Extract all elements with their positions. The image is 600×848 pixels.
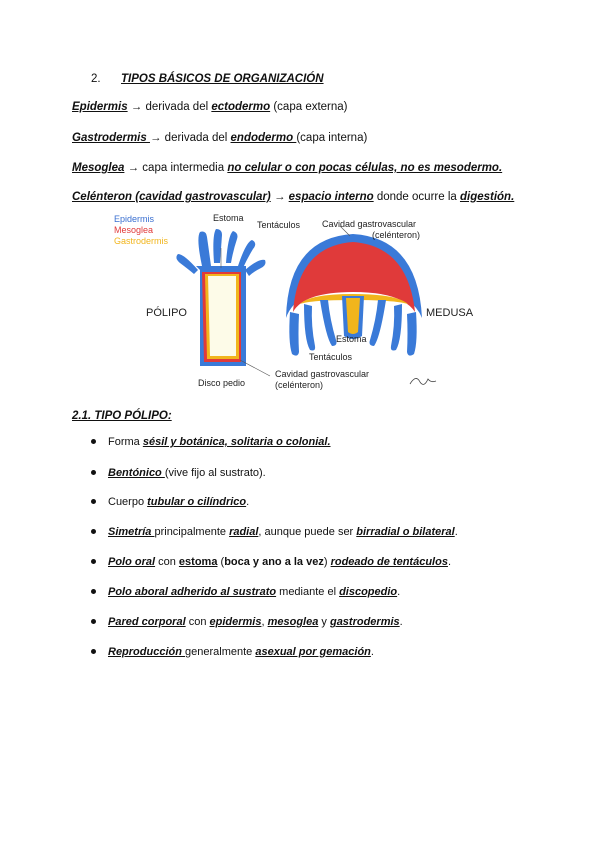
bullet-dot-icon <box>91 529 96 534</box>
bullet-dot-icon <box>91 499 96 504</box>
label-tentaculos-top: Tentáculos <box>257 220 301 230</box>
bullet-text: principalmente <box>154 526 230 538</box>
label-cavidad-bottom-1: Cavidad gastrovascular <box>275 369 370 379</box>
term-emph: endodermo <box>230 132 297 144</box>
signature-mark <box>410 378 436 384</box>
bullet-text: gastrodermis <box>329 616 400 628</box>
label-medusa: MEDUSA <box>426 307 474 319</box>
bullet-text: Polo aboral adherido al sustrato <box>108 586 277 598</box>
bullet-text: radial <box>229 526 259 538</box>
bullet-text: Polo oral <box>108 556 156 568</box>
bullet-text: Reproducción <box>108 646 186 658</box>
bullet-text: mediante el <box>276 586 340 598</box>
bullet-text: Simetría <box>108 526 155 538</box>
bullet-text: ( <box>217 556 225 568</box>
term: Gastrodermis <box>72 132 150 144</box>
bullet-dot-icon <box>91 470 96 475</box>
term: Mesoglea <box>72 162 125 174</box>
term-emph: ectodermo <box>211 101 271 113</box>
bullet-item <box>91 496 249 508</box>
definition-celenteron <box>72 191 514 203</box>
bullet-text: birradial o bilateral <box>356 526 455 538</box>
bullet-text: Bentónico <box>108 467 165 479</box>
label-cavidad-top-1: Cavidad gastrovascular <box>322 219 417 229</box>
bullet-text: con <box>185 616 210 628</box>
bullet-text: sésil y botánica, solitaria o colonial. <box>142 436 331 448</box>
term-emph: no celular o con pocas células, no es mesodermo. <box>227 162 503 174</box>
bullet-text: (vive fijo al sustrato). <box>164 467 266 479</box>
term-emph: espacio interno <box>288 191 374 203</box>
definition-mesoglea <box>72 162 502 174</box>
bullet-text: rodeado de tentáculos <box>330 556 448 568</box>
bullet-text: . <box>246 496 250 508</box>
bullet-item <box>91 556 451 568</box>
definition-gastrodermis <box>72 132 367 144</box>
bullet-text: mesoglea <box>267 616 319 628</box>
text: → derivada del <box>149 132 231 144</box>
bullet-text: . <box>454 526 458 538</box>
legend-epidermis: Epidermis <box>114 214 155 224</box>
term: Celénteron (cavidad gastrovascular) <box>72 191 271 203</box>
label-disco-pedio: Disco pedio <box>198 378 246 388</box>
bullet-text: Pared corporal <box>108 616 186 628</box>
text: → capa intermedia <box>124 162 228 174</box>
text: (capa interna) <box>296 132 368 144</box>
bullet-text: . <box>370 646 374 658</box>
bullet-text: . <box>447 556 451 568</box>
bullet-text: . <box>399 616 403 628</box>
bullet-dot-icon <box>91 589 96 594</box>
bullet-text: . <box>397 586 401 598</box>
polyp-drawing <box>176 229 265 366</box>
bullet-text: generalmente <box>185 646 256 658</box>
bullet-text: tubular o cilíndrico <box>147 496 247 508</box>
bullet-item <box>91 436 331 448</box>
bullet-item <box>91 526 458 538</box>
bullet-text: epidermis <box>209 616 262 628</box>
bullet-dot-icon <box>91 649 96 654</box>
bullet-item <box>91 616 403 628</box>
label-tentaculos-bottom: Tentáculos <box>309 352 353 362</box>
label-cavidad-top-2: (celénteron) <box>372 230 421 240</box>
bullet-item <box>91 646 374 658</box>
heading-number: 2. <box>91 73 101 85</box>
term: Epidermis <box>72 101 128 113</box>
definition-epidermis <box>72 101 348 113</box>
bullet-text: ) <box>323 556 331 568</box>
bullet-item <box>91 586 400 598</box>
legend-gastrodermis: Gastrodermis <box>114 236 169 246</box>
bullet-text: Forma <box>108 436 143 448</box>
bullet-text: con <box>155 556 179 568</box>
label-cavidad-bottom-2: (celénteron) <box>275 380 324 390</box>
text: (capa externa) <box>270 101 348 113</box>
term-emph: digestión. <box>459 191 515 203</box>
bullet-text: discopedio <box>339 586 398 598</box>
bullet-text: boca y ano a la vez <box>224 556 324 568</box>
label-estoma-bottom: Estoma <box>336 334 367 344</box>
section-title: 2.1. TIPO PÓLIPO: <box>72 410 172 422</box>
bullet-item <box>91 467 266 479</box>
text: → derivada del <box>127 101 212 113</box>
label-estoma-top: Estoma <box>213 213 244 223</box>
bullet-text: , <box>261 616 268 628</box>
bullet-text: estoma <box>178 556 218 568</box>
bullet-text: Cuerpo <box>108 496 148 508</box>
label-polipo: PÓLIPO <box>146 307 187 319</box>
bullet-dot-icon <box>91 619 96 624</box>
heading-text: TIPOS BÁSICOS DE ORGANIZACIÓN <box>121 73 324 85</box>
bullet-text: , aunque puede ser <box>258 526 357 538</box>
section-heading <box>91 73 324 85</box>
text: donde ocurre la <box>373 191 460 203</box>
bullet-text: y <box>318 616 330 628</box>
legend-mesoglea: Mesoglea <box>114 225 154 235</box>
text: → <box>270 191 289 203</box>
cnidarian-diagram <box>110 208 500 398</box>
bullet-dot-icon <box>91 559 96 564</box>
bullet-text: asexual por gemación <box>255 646 371 658</box>
bullet-dot-icon <box>91 439 96 444</box>
